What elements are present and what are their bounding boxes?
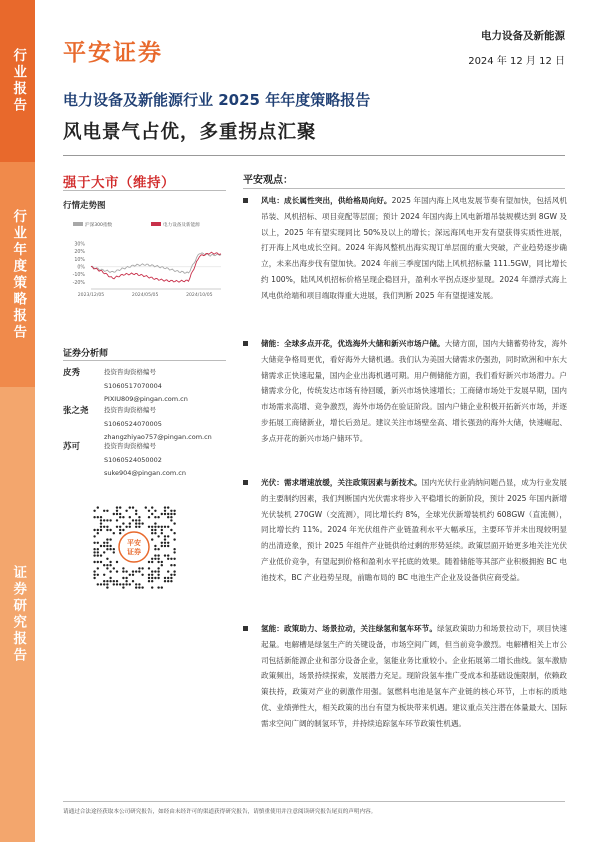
- x-tick-label: 2024/05/05: [131, 293, 159, 298]
- y-tick-label: 10%: [74, 257, 85, 263]
- y-tick-label: 0%: [77, 265, 85, 271]
- series-line-csi300: [91, 253, 221, 273]
- bullet-icon: [243, 626, 248, 631]
- analysts-title: 证券分析师: [63, 349, 109, 359]
- analyst-info: [104, 440, 234, 481]
- analyst-cert-number: S1060517070004: [104, 381, 162, 390]
- view-body: 国内光伏行业消纳问题凸显，成为行业发展的主要制约因素，我们判断国内光伏需求将步入平稳增长的新阶段，预计 2025 年国内新增光伏装机 270GW（交流测），同比增长约 8%，全球光伏新增装机约 608GW（直流侧），同比增长约 11%。2024 年光伏组件产业链盈利水平大幅承压，主要环节并未出现较明显的出清迹象，预计 2025 年组件产业链供给过剩的形势延续。政策层面开始更多地关注光伏产业低价竞争，有望起到价格和盈利水平托底的效果。随着储能等其部产业积极拥抱 BC 电池技术，BC 产业趋势呈现，前瞻布局的 BC 电池生产企业及设备供应商受益。: [261, 478, 568, 582]
- view-head: 氢能：政策助力、场景拉动，关注绿氢和氢车环节。: [261, 624, 437, 633]
- view-paragraph-storage: [243, 336, 567, 447]
- bullet-icon: [243, 198, 248, 203]
- trend-chart-title: 行情走势图: [63, 201, 106, 211]
- trend-chart: [63, 218, 227, 300]
- header-date: 2024 年 12 月 12 日: [468, 56, 565, 67]
- y-tick-label: -20%: [72, 280, 85, 286]
- view-body: 2025 年国内海上风电发展节奏有望加快，包括风机吊装、风机招标、项目竞配等层面；预计 2024 年国内海上风电新增吊装规模达到 8GW 及以上，2025 年有望实现同比 50%及以上的增长；深远海风电开发有望获得实质性进展，打开海上风电成长空间。2024 年海风整机出海实现订单层面的重大突破，产业趋势逐步确立，未来出海步伐有望加快。2024 年前三季度国内陆上风机招标量 111.5GW，同比增长约 100%，陆风风机招标价格呈现企稳回升，盈利水平拐点逐步显现。2024 年漂浮式海上风电供给端和项目端取得重大进展，我们判断 2025 年有望提速发展。: [261, 196, 567, 300]
- view-paragraph-wind: [243, 193, 567, 304]
- analyst-name: 苏可: [63, 442, 81, 452]
- svg-text:证券: 证券: [127, 548, 141, 556]
- sidebar-block-research: [0, 387, 35, 842]
- sidebar-block1-text: 行业报告: [10, 48, 27, 114]
- analysts-divider: [63, 360, 226, 361]
- view-head: 光伏：需求增速放缓，关注政策因素与新技术。: [261, 478, 422, 487]
- bullet-icon: [243, 341, 248, 346]
- rating-divider: [63, 190, 226, 191]
- view-paragraph-solar: [243, 475, 567, 586]
- report-title: 电力设备及新能源行业 2025 年年度策略报告: [63, 91, 371, 109]
- analyst-name: 张之尧: [63, 406, 89, 416]
- y-tick-label: 30%: [74, 242, 85, 248]
- legend-label: 电力设备及新能源: [163, 223, 200, 228]
- sidebar-block3-text: 证券研究报告: [10, 565, 27, 664]
- footer-disclaimer: 请通过合法途径获取本公司研究报告，如经由未经许可的渠道获得研究报告，请慎重使用并注意阅读研究报告尾页的声明内容。: [63, 809, 377, 815]
- sidebar-block-report-category: [0, 162, 35, 387]
- header-meta: [468, 28, 565, 67]
- bullet-icon: [243, 480, 248, 485]
- view-body: 大储方面，国内大储蓄势待发，海外大储竞争格局更优，看好海外大储机遇。我们认为美国大储需求仍强劲，同时欧洲和中东大储需求正快速起量，国内企业出海机遇可期。用户侧储能方面，我们看好新兴市场潜力。户储需求分化，传统发达市场有待回暖，新兴市场快速增长；工商储市场处于发展早期，国内市场需求高增、竞争激烈，海外市场仍在验证阶段。国内户储企业积极开拓新兴市场，并逐步拓展工商储新业，增长后劲足。建议关注市场壁垒高、增长强劲的海外大储，快速崛起、多点开花的新兴市场户储环节。: [261, 339, 568, 443]
- view-head: 风电：成长属性突出，供给格局向好。: [261, 196, 392, 205]
- trend-chart-svg: [63, 218, 227, 300]
- analyst-email[interactable]: PIXIU809@pingan.com.cn: [104, 395, 188, 403]
- x-tick-label: 2023/12/05: [77, 293, 105, 298]
- analyst-name: 皮秀: [63, 368, 81, 378]
- company-logo: 平安证券: [63, 40, 163, 66]
- legend-swatch: [73, 222, 83, 226]
- legend-swatch: [151, 222, 161, 226]
- qr-code-icon: [92, 505, 176, 589]
- view-head: 储能：全球多点开花，优选海外大储和新兴市场户储。: [261, 339, 445, 348]
- svg-text:平安: 平安: [127, 539, 141, 547]
- view-paragraph-hydrogen: [243, 621, 567, 732]
- y-tick-label: 20%: [74, 250, 85, 256]
- analyst-email[interactable]: zhangzhiyao757@pingan.com.cn: [104, 433, 212, 441]
- header-industry: 电力设备及新能源: [481, 30, 565, 42]
- analyst-email[interactable]: suke904@pingan.com.cn: [104, 469, 186, 477]
- investment-rating: 强于大市（维持）: [63, 175, 175, 191]
- analyst-info: [104, 404, 234, 445]
- y-tick-label: -10%: [72, 273, 85, 279]
- report-subtitle: 风电景气占优，多重拐点汇聚: [63, 122, 317, 143]
- analyst-cert-number: S1060524070005: [104, 419, 162, 428]
- analyst-cert-label: 投资咨询资格编号: [104, 368, 156, 376]
- header-divider: [63, 155, 565, 156]
- footer-divider: [63, 801, 565, 802]
- analyst-cert-label: 投资咨询资格编号: [104, 442, 156, 450]
- series-line-power-equipment: [91, 252, 221, 282]
- sidebar-block-report-type: [0, 0, 35, 162]
- x-tick-label: 2024/10/05: [186, 293, 213, 298]
- analyst-cert-number: S1060524050002: [104, 455, 162, 464]
- sidebar-block2-text: 行业年度策略报告: [10, 208, 27, 341]
- analyst-info: [104, 366, 234, 407]
- views-divider: [243, 188, 565, 189]
- legend-label: 沪深300指数: [85, 223, 113, 228]
- analyst-cert-label: 投资咨询资格编号: [104, 406, 156, 414]
- qr-code: [92, 505, 176, 589]
- view-body: 绿氢政策助力和场景拉动下，项目快速起量。电解槽是绿氢生产的关键设备，市场空间广阔，但当前竞争激烈。电解槽相关上市公司包括新能源企业和部分设备企业，氢能业务比重较小。企业拓展第二增长曲线。氢车激励政策频出，场景持续探索，发展潜力充足。现阶段氢车推广受成本和基础设施限制，依赖政策扶持，政策对产业的刺激作用强。氢燃料电池是氢车产业链的核心环节，上市标的质地优、业绩弹性大，相关政策的出台有望为板块带来机遇。建议重点关注潜在体量最大、国际需求空间广阔的制氢环节，并持续追踪氢车环节政策性机遇。: [261, 624, 567, 728]
- views-title: 平安观点：: [243, 175, 293, 186]
